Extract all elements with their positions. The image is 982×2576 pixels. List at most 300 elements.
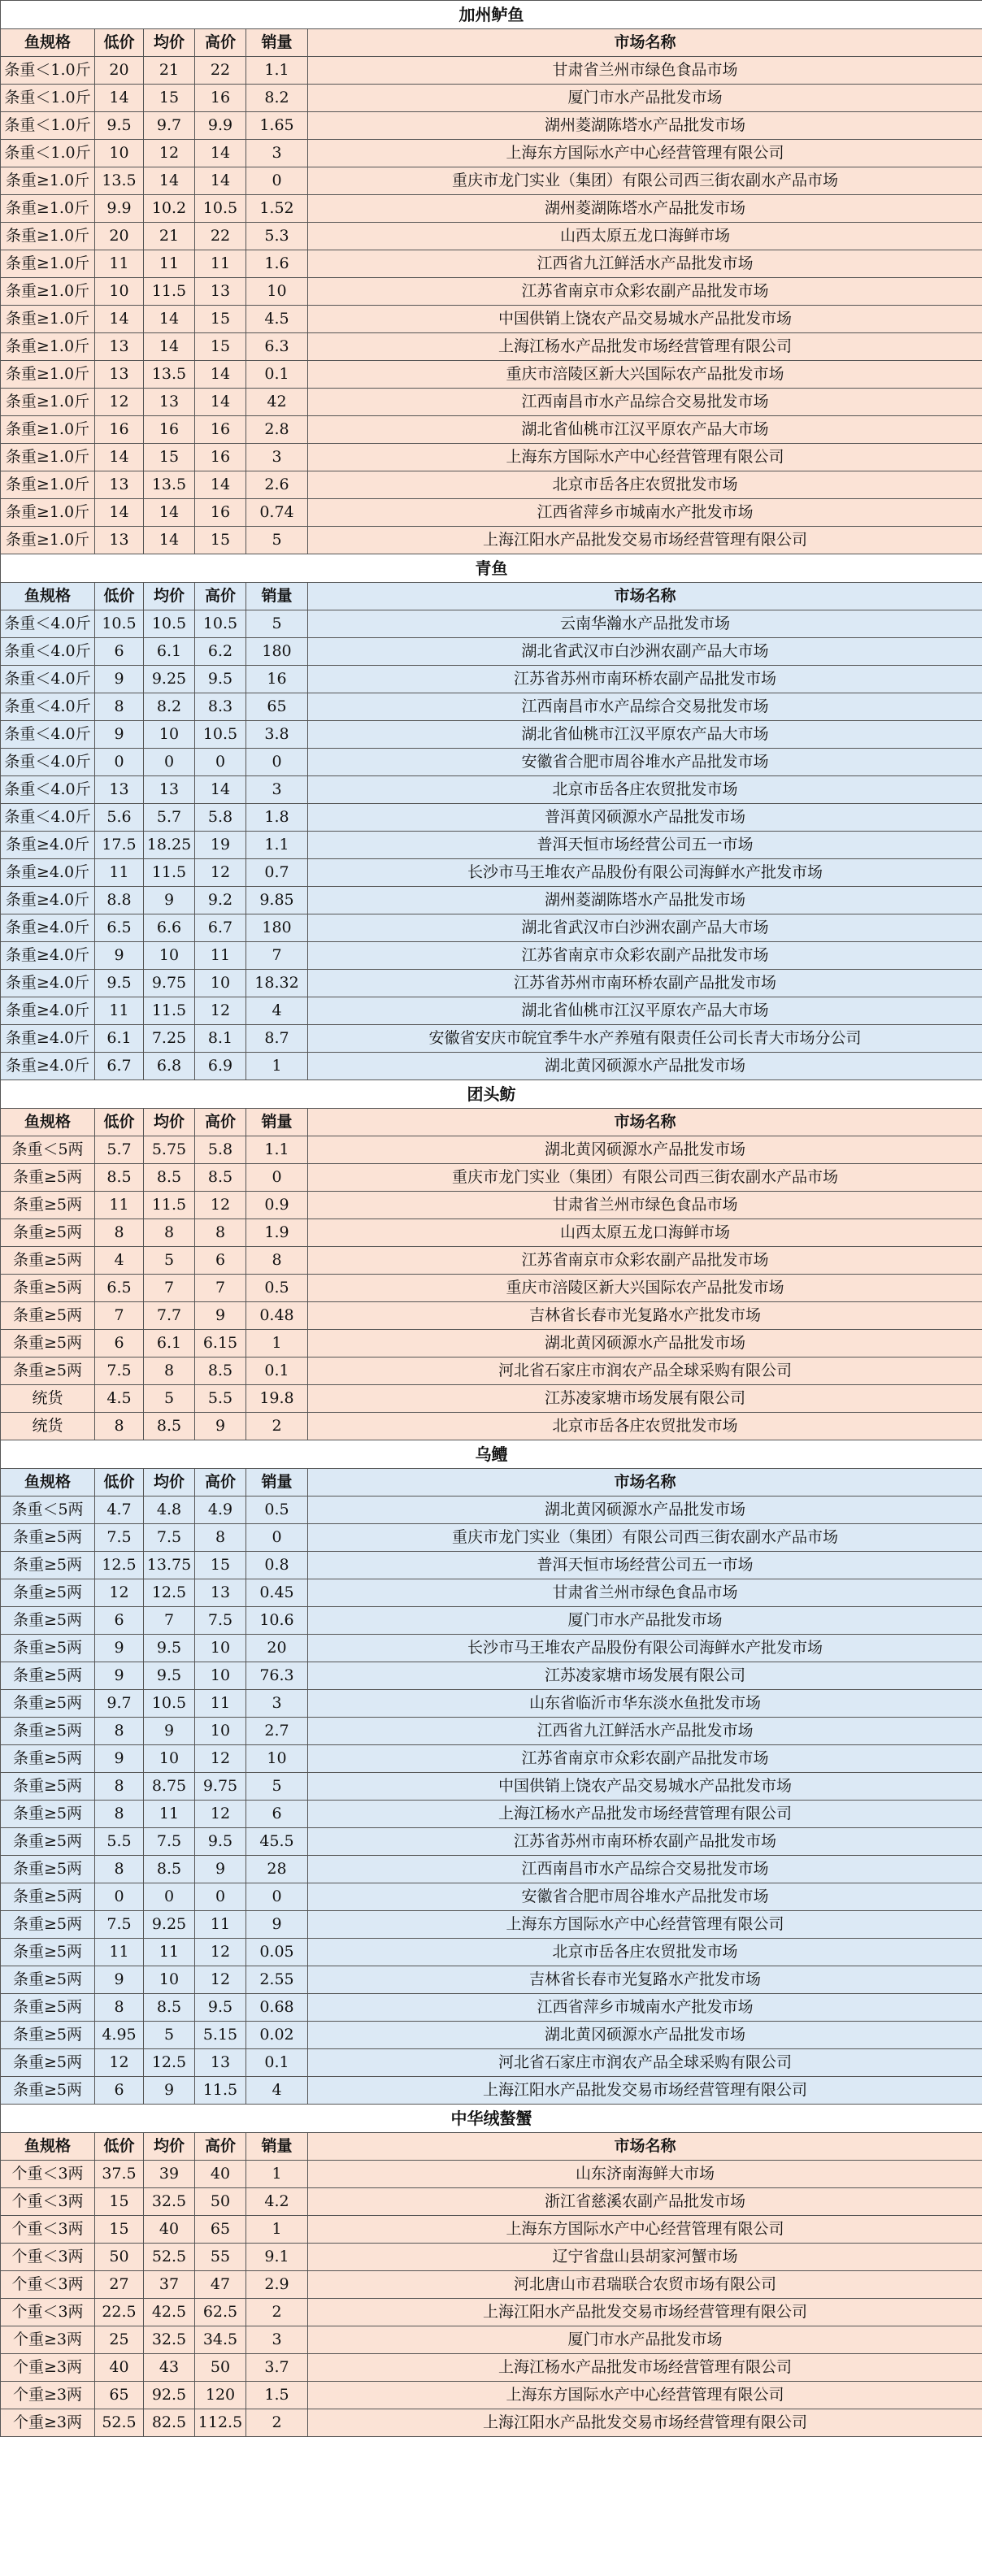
- cell-spec: 条重≥5两: [1, 1828, 95, 1856]
- cell-avg-price: 32.5: [144, 2326, 195, 2354]
- cell-market-name: 甘肃省兰州市绿色食品市场: [308, 1579, 982, 1607]
- cell-market-name: 江西省九江鲜活水产品批发市场: [308, 250, 982, 278]
- cell-high-price: 15: [195, 527, 246, 554]
- cell-avg-price: 4.8: [144, 1497, 195, 1524]
- cell-low-price: 50: [95, 2244, 144, 2271]
- cell-high-price: 12: [195, 1966, 246, 1994]
- table-row: [1, 1635, 982, 1662]
- cell-low-price: 6: [95, 1330, 144, 1358]
- cell-spec: 条重＜4.0斤: [1, 610, 95, 638]
- cell-low-price: 6: [95, 638, 144, 666]
- cell-spec: 个重≥3两: [1, 2409, 95, 2437]
- cell-low-price: 9: [95, 721, 144, 749]
- cell-volume: 1.6: [246, 250, 308, 278]
- cell-market-name: 厦门市水产品批发市场: [308, 85, 982, 112]
- section-title: 青鱼: [1, 554, 982, 583]
- cell-low-price: 5.7: [95, 1136, 144, 1164]
- cell-high-price: 6.2: [195, 638, 246, 666]
- cell-market-name: 江西南昌市水产品综合交易批发市场: [308, 693, 982, 721]
- cell-spec: 条重≥5两: [1, 1219, 95, 1247]
- cell-volume: 4: [246, 997, 308, 1025]
- cell-volume: 1.1: [246, 1136, 308, 1164]
- cell-volume: 1: [246, 2161, 308, 2188]
- cell-low-price: 9.7: [95, 1690, 144, 1718]
- cell-low-price: 15: [95, 2188, 144, 2216]
- cell-volume: 45.5: [246, 1828, 308, 1856]
- cell-spec: 条重≥5两: [1, 1856, 95, 1883]
- cell-high-price: 10.5: [195, 195, 246, 223]
- cell-spec: 条重≥5两: [1, 1801, 95, 1828]
- cell-low-price: 11: [95, 1939, 144, 1966]
- cell-volume: 0.7: [246, 859, 308, 887]
- cell-spec: 个重＜3两: [1, 2188, 95, 2216]
- cell-low-price: 4.5: [95, 1385, 144, 1413]
- cell-avg-price: 10.2: [144, 195, 195, 223]
- column-header-row: [1, 583, 982, 610]
- cell-spec: 条重＜1.0斤: [1, 85, 95, 112]
- cell-market-name: 湖北省仙桃市江汉平原农产品大市场: [308, 416, 982, 444]
- table-row: [1, 638, 982, 666]
- table-row: [1, 1497, 982, 1524]
- cell-low-price: 40: [95, 2354, 144, 2382]
- cell-avg-price: 13.5: [144, 471, 195, 499]
- table-row: [1, 1690, 982, 1718]
- cell-high-price: 47: [195, 2271, 246, 2299]
- cell-spec: 条重≥4.0斤: [1, 859, 95, 887]
- section-title-row: [1, 1080, 982, 1109]
- cell-avg-price: 11.5: [144, 1192, 195, 1219]
- cell-market-name: 辽宁省盘山县胡家河蟹市场: [308, 2244, 982, 2271]
- table-row: [1, 112, 982, 140]
- table-row: [1, 1883, 982, 1911]
- cell-low-price: 11: [95, 859, 144, 887]
- cell-low-price: 14: [95, 85, 144, 112]
- table-row: [1, 1164, 982, 1192]
- cell-market-name: 上海江杨水产品批发市场经营管理有限公司: [308, 333, 982, 361]
- cell-avg-price: 5.75: [144, 1136, 195, 1164]
- cell-high-price: 12: [195, 859, 246, 887]
- cell-avg-price: 10: [144, 1966, 195, 1994]
- cell-volume: 0.68: [246, 1994, 308, 2022]
- table-row: [1, 1579, 982, 1607]
- cell-volume: 20: [246, 1635, 308, 1662]
- cell-market-name: 江西南昌市水产品综合交易批发市场: [308, 389, 982, 416]
- cell-high-price: 10: [195, 970, 246, 997]
- cell-avg-price: 14: [144, 499, 195, 527]
- cell-market-name: 河北省石家庄市润农产品全球采购有限公司: [308, 1358, 982, 1385]
- cell-market-name: 湖北省仙桃市江汉平原农产品大市场: [308, 721, 982, 749]
- cell-avg-price: 12.5: [144, 1579, 195, 1607]
- cell-high-price: 9: [195, 1302, 246, 1330]
- cell-spec: 条重≥1.0斤: [1, 167, 95, 195]
- cell-spec: 条重≥5两: [1, 1524, 95, 1552]
- cell-low-price: 13: [95, 527, 144, 554]
- cell-high-price: 4.9: [195, 1497, 246, 1524]
- cell-low-price: 8: [95, 1718, 144, 1745]
- header-volume: 销量: [246, 1109, 308, 1136]
- cell-high-price: 12: [195, 1745, 246, 1773]
- table-row: [1, 1385, 982, 1413]
- cell-volume: 0.8: [246, 1552, 308, 1579]
- cell-avg-price: 13.5: [144, 361, 195, 389]
- cell-market-name: 上海东方国际水产中心经营管理有限公司: [308, 140, 982, 167]
- cell-volume: 9.1: [246, 2244, 308, 2271]
- header-high-price: 高价: [195, 1109, 246, 1136]
- cell-volume: 1.1: [246, 57, 308, 85]
- cell-volume: 16: [246, 666, 308, 693]
- cell-market-name: 上海东方国际水产中心经营管理有限公司: [308, 2382, 982, 2409]
- table-row: [1, 1524, 982, 1552]
- table-row: [1, 1828, 982, 1856]
- cell-market-name: 江西省萍乡市城南水产批发市场: [308, 1994, 982, 2022]
- cell-volume: 0.48: [246, 1302, 308, 1330]
- cell-low-price: 9: [95, 1662, 144, 1690]
- column-header-row: [1, 1109, 982, 1136]
- cell-low-price: 8: [95, 1219, 144, 1247]
- cell-market-name: 湖北黄冈硕源水产品批发市场: [308, 2022, 982, 2049]
- cell-high-price: 11: [195, 250, 246, 278]
- cell-avg-price: 6.6: [144, 914, 195, 942]
- table-row: [1, 223, 982, 250]
- cell-market-name: 江西省九江鲜活水产品批发市场: [308, 1718, 982, 1745]
- cell-avg-price: 92.5: [144, 2382, 195, 2409]
- cell-spec: 条重≥4.0斤: [1, 887, 95, 914]
- cell-spec: 条重＜4.0斤: [1, 693, 95, 721]
- cell-spec: 条重≥5两: [1, 1773, 95, 1801]
- cell-market-name: 江苏省苏州市南环桥农副产品批发市场: [308, 1828, 982, 1856]
- table-row: [1, 610, 982, 638]
- cell-high-price: 9.75: [195, 1773, 246, 1801]
- cell-spec: 条重≥5两: [1, 1275, 95, 1302]
- cell-spec: 条重≥4.0斤: [1, 1053, 95, 1080]
- header-low-price: 低价: [95, 1109, 144, 1136]
- cell-spec: 条重＜5两: [1, 1497, 95, 1524]
- table-row: [1, 195, 982, 223]
- cell-volume: 0.02: [246, 2022, 308, 2049]
- cell-volume: 7: [246, 942, 308, 970]
- table-row: [1, 942, 982, 970]
- cell-avg-price: 52.5: [144, 2244, 195, 2271]
- cell-avg-price: 14: [144, 527, 195, 554]
- cell-market-name: 上海东方国际水产中心经营管理有限公司: [308, 444, 982, 471]
- cell-avg-price: 7.7: [144, 1302, 195, 1330]
- cell-volume: 4: [246, 2077, 308, 2105]
- cell-spec: 条重≥5两: [1, 1164, 95, 1192]
- cell-avg-price: 11.5: [144, 859, 195, 887]
- cell-high-price: 15: [195, 306, 246, 333]
- table-row: [1, 2326, 982, 2354]
- cell-avg-price: 15: [144, 444, 195, 471]
- table-row: [1, 666, 982, 693]
- table-row: [1, 914, 982, 942]
- cell-volume: 2.8: [246, 416, 308, 444]
- cell-low-price: 8.8: [95, 887, 144, 914]
- cell-high-price: 16: [195, 85, 246, 112]
- cell-volume: 4.2: [246, 2188, 308, 2216]
- cell-high-price: 16: [195, 416, 246, 444]
- cell-spec: 个重＜3两: [1, 2216, 95, 2244]
- cell-avg-price: 5: [144, 1247, 195, 1275]
- table-row: [1, 2299, 982, 2326]
- cell-spec: 条重＜5两: [1, 1136, 95, 1164]
- cell-high-price: 9.5: [195, 666, 246, 693]
- cell-volume: 3: [246, 444, 308, 471]
- table-row: [1, 444, 982, 471]
- cell-low-price: 5.6: [95, 804, 144, 832]
- cell-market-name: 长沙市马王堆农产品股份有限公司海鲜水产批发市场: [308, 859, 982, 887]
- table-row: [1, 167, 982, 195]
- cell-market-name: 北京市岳各庄农贸批发市场: [308, 1939, 982, 1966]
- cell-spec: 条重≥5两: [1, 2049, 95, 2077]
- cell-spec: 条重≥1.0斤: [1, 471, 95, 499]
- cell-market-name: 江苏省南京市众彩农副产品批发市场: [308, 278, 982, 306]
- cell-avg-price: 8.2: [144, 693, 195, 721]
- section-2: [1, 1080, 982, 1440]
- cell-avg-price: 12: [144, 140, 195, 167]
- cell-low-price: 12: [95, 1579, 144, 1607]
- cell-spec: 条重≥5两: [1, 1579, 95, 1607]
- cell-low-price: 6.7: [95, 1053, 144, 1080]
- cell-high-price: 0: [195, 749, 246, 776]
- cell-high-price: 8: [195, 1524, 246, 1552]
- cell-high-price: 12: [195, 997, 246, 1025]
- cell-avg-price: 39: [144, 2161, 195, 2188]
- table-row: [1, 361, 982, 389]
- cell-low-price: 8: [95, 1801, 144, 1828]
- table-row: [1, 2077, 982, 2105]
- cell-low-price: 13: [95, 333, 144, 361]
- cell-avg-price: 18.25: [144, 832, 195, 859]
- cell-spec: 条重≥5两: [1, 1662, 95, 1690]
- cell-volume: 5.3: [246, 223, 308, 250]
- cell-avg-price: 32.5: [144, 2188, 195, 2216]
- section-title-row: [1, 1, 982, 29]
- section-0: [1, 1, 982, 554]
- cell-market-name: 湖北黄冈硕源水产品批发市场: [308, 1330, 982, 1358]
- cell-volume: 1: [246, 2216, 308, 2244]
- cell-volume: 0: [246, 1883, 308, 1911]
- table-row: [1, 2354, 982, 2382]
- cell-market-name: 江苏凌家塘市场发展有限公司: [308, 1662, 982, 1690]
- cell-spec: 条重＜4.0斤: [1, 666, 95, 693]
- cell-avg-price: 13: [144, 776, 195, 804]
- cell-high-price: 10: [195, 1635, 246, 1662]
- table-row: [1, 2271, 982, 2299]
- cell-avg-price: 7.5: [144, 1828, 195, 1856]
- cell-low-price: 8: [95, 693, 144, 721]
- cell-market-name: 浙江省慈溪农副产品批发市场: [308, 2188, 982, 2216]
- cell-avg-price: 0: [144, 749, 195, 776]
- cell-high-price: 11.5: [195, 2077, 246, 2105]
- table-row: [1, 333, 982, 361]
- cell-volume: 1: [246, 1053, 308, 1080]
- cell-market-name: 重庆市涪陵区新大兴国际农产品批发市场: [308, 1275, 982, 1302]
- cell-spec: 条重＜1.0斤: [1, 112, 95, 140]
- cell-volume: 3.7: [246, 2354, 308, 2382]
- cell-spec: 条重＜4.0斤: [1, 721, 95, 749]
- cell-spec: 个重＜3两: [1, 2161, 95, 2188]
- table-row: [1, 997, 982, 1025]
- section-title: 中华绒螯蟹: [1, 2105, 982, 2133]
- cell-avg-price: 8.5: [144, 1413, 195, 1440]
- cell-spec: 条重≥5两: [1, 1192, 95, 1219]
- cell-market-name: 上海江阳水产品批发交易市场经营管理有限公司: [308, 2409, 982, 2437]
- cell-low-price: 6: [95, 1607, 144, 1635]
- cell-high-price: 6.15: [195, 1330, 246, 1358]
- cell-spec: 条重≥5两: [1, 1358, 95, 1385]
- table-row: [1, 749, 982, 776]
- cell-low-price: 14: [95, 306, 144, 333]
- header-spec: 鱼规格: [1, 1469, 95, 1497]
- section-3: [1, 1440, 982, 2105]
- cell-high-price: 6.7: [195, 914, 246, 942]
- cell-avg-price: 6.1: [144, 1330, 195, 1358]
- cell-low-price: 5.5: [95, 1828, 144, 1856]
- cell-avg-price: 5: [144, 1385, 195, 1413]
- cell-avg-price: 10: [144, 721, 195, 749]
- cell-volume: 8.2: [246, 85, 308, 112]
- cell-avg-price: 7: [144, 1275, 195, 1302]
- cell-low-price: 22.5: [95, 2299, 144, 2326]
- cell-volume: 0: [246, 1524, 308, 1552]
- cell-market-name: 普洱天恒市场经营公司五一市场: [308, 1552, 982, 1579]
- header-spec: 鱼规格: [1, 29, 95, 57]
- cell-spec: 个重≥3两: [1, 2354, 95, 2382]
- cell-spec: 条重＜1.0斤: [1, 140, 95, 167]
- table-row: [1, 804, 982, 832]
- header-market-name: 市场名称: [308, 29, 982, 57]
- cell-market-name: 江苏省南京市众彩农副产品批发市场: [308, 942, 982, 970]
- table-row: [1, 1718, 982, 1745]
- cell-spec: 个重≥3两: [1, 2382, 95, 2409]
- cell-spec: 条重≥4.0斤: [1, 970, 95, 997]
- cell-avg-price: 21: [144, 223, 195, 250]
- cell-spec: 条重≥5两: [1, 1745, 95, 1773]
- cell-market-name: 上海江杨水产品批发市场经营管理有限公司: [308, 1801, 982, 1828]
- cell-low-price: 6.5: [95, 914, 144, 942]
- cell-market-name: 河北唐山市君瑞联合农贸市场有限公司: [308, 2271, 982, 2299]
- cell-avg-price: 11.5: [144, 997, 195, 1025]
- cell-volume: 3: [246, 2326, 308, 2354]
- table-row: [1, 1801, 982, 1828]
- cell-avg-price: 8: [144, 1358, 195, 1385]
- cell-spec: 统货: [1, 1413, 95, 1440]
- cell-volume: 76.3: [246, 1662, 308, 1690]
- cell-high-price: 16: [195, 444, 246, 471]
- cell-low-price: 27: [95, 2271, 144, 2299]
- cell-avg-price: 9.7: [144, 112, 195, 140]
- cell-avg-price: 11.5: [144, 278, 195, 306]
- cell-volume: 9: [246, 1911, 308, 1939]
- cell-avg-price: 14: [144, 167, 195, 195]
- cell-high-price: 6: [195, 1247, 246, 1275]
- cell-high-price: 13: [195, 2049, 246, 2077]
- cell-market-name: 江苏凌家塘市场发展有限公司: [308, 1385, 982, 1413]
- cell-avg-price: 8.75: [144, 1773, 195, 1801]
- cell-volume: 0.5: [246, 1497, 308, 1524]
- section-4: [1, 2105, 982, 2437]
- table-row: [1, 2382, 982, 2409]
- cell-volume: 3.8: [246, 721, 308, 749]
- cell-volume: 1.1: [246, 832, 308, 859]
- cell-market-name: 安徽省合肥市周谷堆水产品批发市场: [308, 749, 982, 776]
- cell-market-name: 北京市岳各庄农贸批发市场: [308, 1413, 982, 1440]
- cell-spec: 条重≥4.0斤: [1, 1025, 95, 1053]
- cell-avg-price: 40: [144, 2216, 195, 2244]
- cell-market-name: 厦门市水产品批发市场: [308, 2326, 982, 2354]
- table-row: [1, 499, 982, 527]
- cell-market-name: 江苏省南京市众彩农副产品批发市场: [308, 1745, 982, 1773]
- cell-low-price: 37.5: [95, 2161, 144, 2188]
- cell-spec: 条重≥5两: [1, 1718, 95, 1745]
- cell-high-price: 10.5: [195, 721, 246, 749]
- cell-low-price: 6.1: [95, 1025, 144, 1053]
- cell-volume: 2: [246, 2409, 308, 2437]
- cell-high-price: 8: [195, 1219, 246, 1247]
- cell-avg-price: 7.5: [144, 1524, 195, 1552]
- cell-high-price: 50: [195, 2354, 246, 2382]
- cell-volume: 0: [246, 1164, 308, 1192]
- cell-low-price: 14: [95, 444, 144, 471]
- cell-avg-price: 10: [144, 942, 195, 970]
- cell-spec: 条重≥1.0斤: [1, 416, 95, 444]
- header-avg-price: 均价: [144, 1109, 195, 1136]
- header-market-name: 市场名称: [308, 2133, 982, 2161]
- cell-spec: 条重＜4.0斤: [1, 804, 95, 832]
- header-avg-price: 均价: [144, 29, 195, 57]
- cell-volume: 9.85: [246, 887, 308, 914]
- table-row: [1, 1966, 982, 1994]
- cell-spec: 条重≥4.0斤: [1, 997, 95, 1025]
- cell-market-name: 重庆市龙门实业（集团）有限公司西三街农副水产品市场: [308, 167, 982, 195]
- cell-high-price: 9: [195, 1413, 246, 1440]
- cell-spec: 条重≥5两: [1, 1330, 95, 1358]
- table-row: [1, 1745, 982, 1773]
- cell-volume: 65: [246, 693, 308, 721]
- cell-spec: 个重＜3两: [1, 2271, 95, 2299]
- cell-low-price: 13.5: [95, 167, 144, 195]
- cell-avg-price: 12.5: [144, 2049, 195, 2077]
- cell-market-name: 重庆市龙门实业（集团）有限公司西三街农副水产品市场: [308, 1524, 982, 1552]
- cell-high-price: 10: [195, 1718, 246, 1745]
- cell-avg-price: 14: [144, 306, 195, 333]
- cell-volume: 8.7: [246, 1025, 308, 1053]
- cell-market-name: 江苏省苏州市南环桥农副产品批发市场: [308, 970, 982, 997]
- table-row: [1, 389, 982, 416]
- cell-volume: 2.7: [246, 1718, 308, 1745]
- cell-volume: 5: [246, 1773, 308, 1801]
- section-title-row: [1, 2105, 982, 2133]
- cell-low-price: 11: [95, 1192, 144, 1219]
- column-header-row: [1, 2133, 982, 2161]
- cell-market-name: 湖北黄冈硕源水产品批发市场: [308, 1497, 982, 1524]
- cell-high-price: 5.15: [195, 2022, 246, 2049]
- table-row: [1, 306, 982, 333]
- table-row: [1, 57, 982, 85]
- cell-high-price: 9.5: [195, 1994, 246, 2022]
- cell-avg-price: 6.1: [144, 638, 195, 666]
- cell-spec: 条重≥1.0斤: [1, 278, 95, 306]
- cell-high-price: 11: [195, 1690, 246, 1718]
- cell-high-price: 10.5: [195, 610, 246, 638]
- table-row: [1, 1911, 982, 1939]
- cell-market-name: 上海江阳水产品批发交易市场经营管理有限公司: [308, 2077, 982, 2105]
- cell-high-price: 13: [195, 278, 246, 306]
- table-row: [1, 278, 982, 306]
- cell-spec: 条重≥5两: [1, 1247, 95, 1275]
- cell-volume: 19.8: [246, 1385, 308, 1413]
- cell-spec: 条重≥5两: [1, 1607, 95, 1635]
